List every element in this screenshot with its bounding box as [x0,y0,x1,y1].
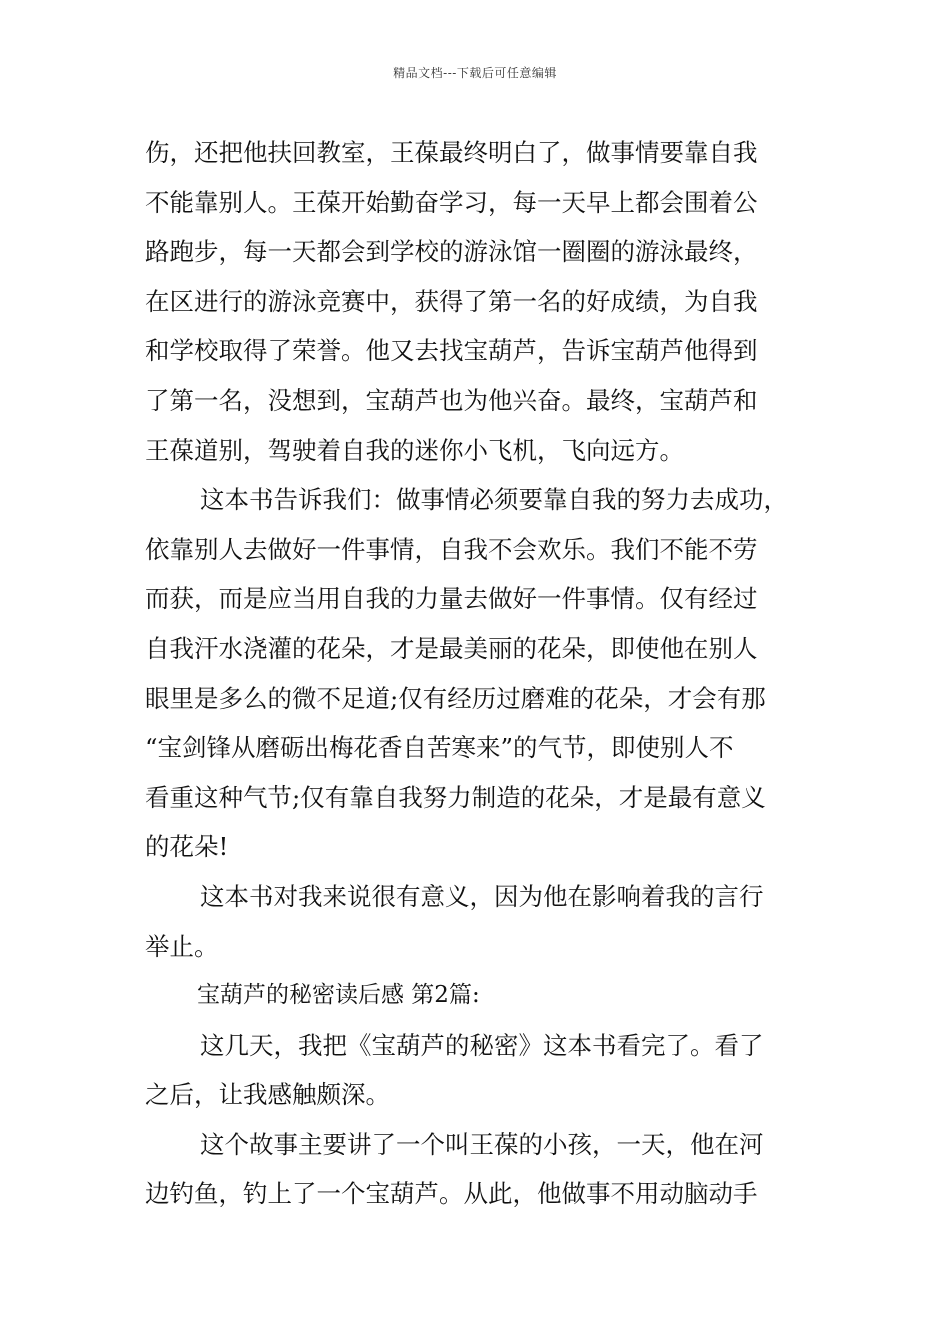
section-heading: 宝葫芦的秘密读后感 第2篇: [197,982,480,1009]
text-line: 而获，而是应当用自我的力量去做好一件事情。仅有经过 [145,584,758,614]
text-line: 举止。 [145,931,219,961]
text-line: 了第一名，没想到，宝葫芦也为他兴奋。最终，宝葫芦和 [145,385,758,415]
text-line: “宝剑锋从磨砺出梅花香自苦寒来”的气节，即使别人不 [145,733,734,763]
text-line: 和学校取得了荣誉。他又去找宝葫芦，告诉宝葫芦他得到 [145,336,758,366]
text-line: 边钓鱼，钓上了一个宝葫芦。从此，他做事不用动脑动手 [145,1179,758,1209]
text-line: 不能靠别人。王葆开始勤奋学习，每一天早上都会围着公 [145,187,758,217]
text-line: 自我汗水浇灌的花朵，才是最美丽的花朵，即使他在别人 [145,633,758,663]
text-line: 在区进行的游泳竞赛中，获得了第一名的好成绩，为自我 [145,286,758,316]
text-line: 依靠别人去做好一件事情，自我不会欢乐。我们不能不劳 [145,534,758,564]
text-line: 伤，还把他扶回教室，王葆最终明白了，做事情要靠自我 [145,138,758,167]
paragraph-start-line: 这本书告诉我们：做事情必须要靠自我的努力去成功， [200,485,788,515]
paragraph-start-line: 这本书对我来说很有意义，因为他在影响着我的言行 [200,881,764,911]
paragraph-start-line: 这几天，我把《宝葫芦的秘密》这本书看完了。看了 [200,1030,764,1060]
text-line: 眼里是多么的微不足道;仅有经历过磨难的花朵，才会有那 [145,683,766,713]
text-line: 看重这种气节;仅有靠自我努力制造的花朵，才是最有意义 [145,782,766,812]
paragraph-start-line: 这个故事主要讲了一个叫王葆的小孩，一天，他在河 [200,1129,764,1159]
text-line: 的花朵! [145,832,229,862]
text-line: 之后，让我感触颇深。 [145,1080,390,1110]
body-text [145,128,835,1219]
page-header: 精品文档---下载后可任意编辑 [393,66,557,80]
text-line: 路跑步，每一天都会到学校的游泳馆一圈圈的游泳最终， [145,237,758,267]
text-line: 王葆道别，驾驶着自我的迷你小飞机，飞向远方。 [145,435,684,465]
